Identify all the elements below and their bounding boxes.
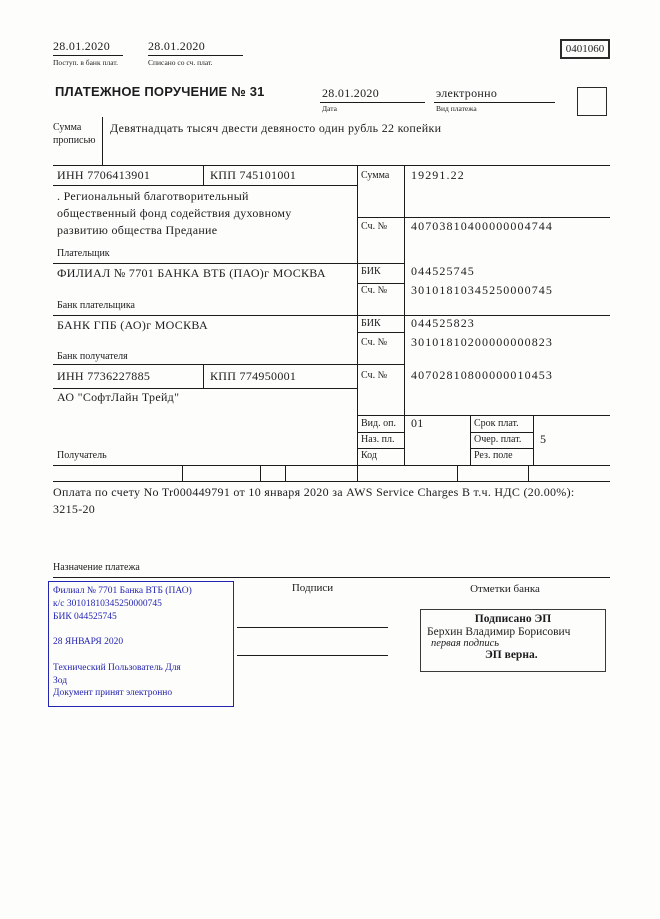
account-label: Сч. № <box>361 221 388 232</box>
payee-bank-name: БАНК ГПБ (АО)г МОСКВА <box>57 318 208 332</box>
table-line <box>53 185 357 186</box>
underline <box>320 102 425 103</box>
reserve-label: Рез. поле <box>474 450 513 461</box>
payer-name-line: . Региональный благотворительный <box>57 189 249 203</box>
table-line <box>357 448 404 449</box>
table-line <box>260 466 261 481</box>
payer-account: 40703810400000004744 <box>411 219 553 233</box>
underline <box>434 102 555 103</box>
debited-date-label: Списано со сч. плат. <box>148 58 213 67</box>
payer-inn: ИНН 7706413901 <box>57 168 151 182</box>
table-line <box>203 364 204 388</box>
document-title: ПЛАТЕЖНОЕ ПОРУЧЕНИЕ № 31 <box>55 84 265 99</box>
date-label: Дата <box>322 104 337 113</box>
account-label: Сч. № <box>361 285 388 296</box>
payer-kpp: КПП 745101001 <box>210 168 297 182</box>
payment-type-label: Вид платежа <box>436 104 477 113</box>
priority-label: Очер. плат. <box>474 434 522 445</box>
table-line <box>357 283 404 284</box>
amount-in-words: Девятнадцать тысяч двести девяносто один рубль 22 копейки <box>110 121 442 135</box>
account-label: Сч. № <box>361 337 388 348</box>
ep-signer-name: Берхин Владимир Борисович <box>427 626 571 638</box>
amount-label: Сумма <box>361 170 390 181</box>
table-line <box>53 465 610 466</box>
table-line <box>285 466 286 481</box>
payer-name-line: развитию общества Предание <box>57 223 218 237</box>
table-line <box>533 415 534 465</box>
ep-signed-title: Подписано ЭП <box>474 613 552 625</box>
payment-type: электронно <box>436 86 498 100</box>
payer-bank-account: 30101810345250000745 <box>411 283 553 297</box>
bik-label: БИК <box>361 318 381 329</box>
payee-inn: ИНН 7736227885 <box>57 369 151 383</box>
stamp-line: БИК 044525745 <box>53 611 117 622</box>
divider <box>102 117 103 165</box>
table-line <box>357 165 358 465</box>
bik-label: БИК <box>361 266 381 277</box>
term-label: Срок плат. <box>474 418 519 429</box>
amount-words-label: Сумма прописью <box>53 122 96 146</box>
debited-date: 28.01.2020 <box>148 39 205 53</box>
table-line <box>470 432 533 433</box>
payee-label: Получатель <box>57 450 107 461</box>
stamp-line <box>53 649 229 662</box>
purpose-code-label: Наз. пл. <box>361 434 395 445</box>
table-line <box>53 481 610 482</box>
table-line <box>53 315 610 316</box>
table-line <box>53 577 610 578</box>
bank-stamp <box>48 581 234 707</box>
payee-bank-account: 30101810200000000823 <box>411 335 553 349</box>
code-label: Код <box>361 450 377 461</box>
table-line <box>357 466 358 481</box>
received-date: 28.01.2020 <box>53 39 110 53</box>
ep-verified-text: ЭП верна. <box>485 649 538 661</box>
stamp-line: Документ принят электронно <box>53 688 173 699</box>
table-line <box>357 415 610 416</box>
table-line <box>470 415 471 465</box>
table-line <box>53 263 404 264</box>
bank-marks-header: Отметки банка <box>470 583 540 595</box>
table-line <box>53 388 357 389</box>
table-line <box>53 165 610 166</box>
payer-name-line: общественный фонд содействия духовному <box>57 206 292 220</box>
payer-bank-label: Банк плательщика <box>57 300 135 311</box>
purpose-line: 3215-20 <box>53 502 96 516</box>
amount-value: 19291.22 <box>411 168 465 182</box>
document-date: 28.01.2020 <box>322 86 379 100</box>
table-line <box>470 448 533 449</box>
signature-line <box>237 627 388 628</box>
table-line <box>357 332 404 333</box>
table-line <box>53 364 404 365</box>
table-line <box>528 466 529 481</box>
payee-name: АО "СофтЛайн Трейд" <box>57 390 180 404</box>
payer-bank-bik: 044525745 <box>411 264 475 278</box>
op-type-label: Вид. оп. <box>361 418 396 429</box>
stamp-line: Зод <box>53 675 68 686</box>
table-line <box>357 217 610 218</box>
payer-label: Плательщик <box>57 248 110 259</box>
signatures-header: Подписи <box>291 582 334 594</box>
priority-value: 5 <box>540 432 547 446</box>
payee-account: 40702810800000010453 <box>411 368 553 382</box>
payee-bank-label: Банк получателя <box>57 351 128 362</box>
table-line <box>457 466 458 481</box>
stamp-line: Технический Пользователь Для <box>53 662 181 673</box>
stamp-line <box>53 623 229 636</box>
purpose-label: Назначение платежа <box>53 562 140 573</box>
purpose-line: Оплата по счету No Tr000449791 от 10 января 2020 за AWS Service Charges В т.ч. НДС (20.00%): <box>53 485 575 499</box>
table-line <box>182 466 183 481</box>
signature-line <box>237 655 388 656</box>
status-box <box>577 87 607 116</box>
stamp-line: Филиал № 7701 Банка ВТБ (ПАО) <box>53 586 192 596</box>
payer-bank-name: ФИЛИАЛ № 7701 БАНКА ВТБ (ПАО)г МОСКВА <box>57 266 326 280</box>
ep-signature-kind: первая подпись <box>431 638 500 649</box>
form-code-box: 0401060 <box>560 39 610 59</box>
account-label: Сч. № <box>361 370 388 381</box>
received-date-label: Поступ. в банк плат. <box>53 58 118 67</box>
payee-bank-bik: 044525823 <box>411 316 475 330</box>
electronic-signature-stamp <box>420 609 606 672</box>
table-line <box>357 432 404 433</box>
table-line <box>203 165 204 185</box>
payee-kpp: КПП 774950001 <box>210 369 297 383</box>
table-line <box>404 165 405 465</box>
stamp-line: к/с 30101810345250000745 <box>53 598 162 609</box>
op-type-value: 01 <box>411 416 424 430</box>
underline <box>148 55 243 56</box>
underline <box>53 55 123 56</box>
stamp-line: 28 ЯНВАРЯ 2020 <box>53 637 124 648</box>
